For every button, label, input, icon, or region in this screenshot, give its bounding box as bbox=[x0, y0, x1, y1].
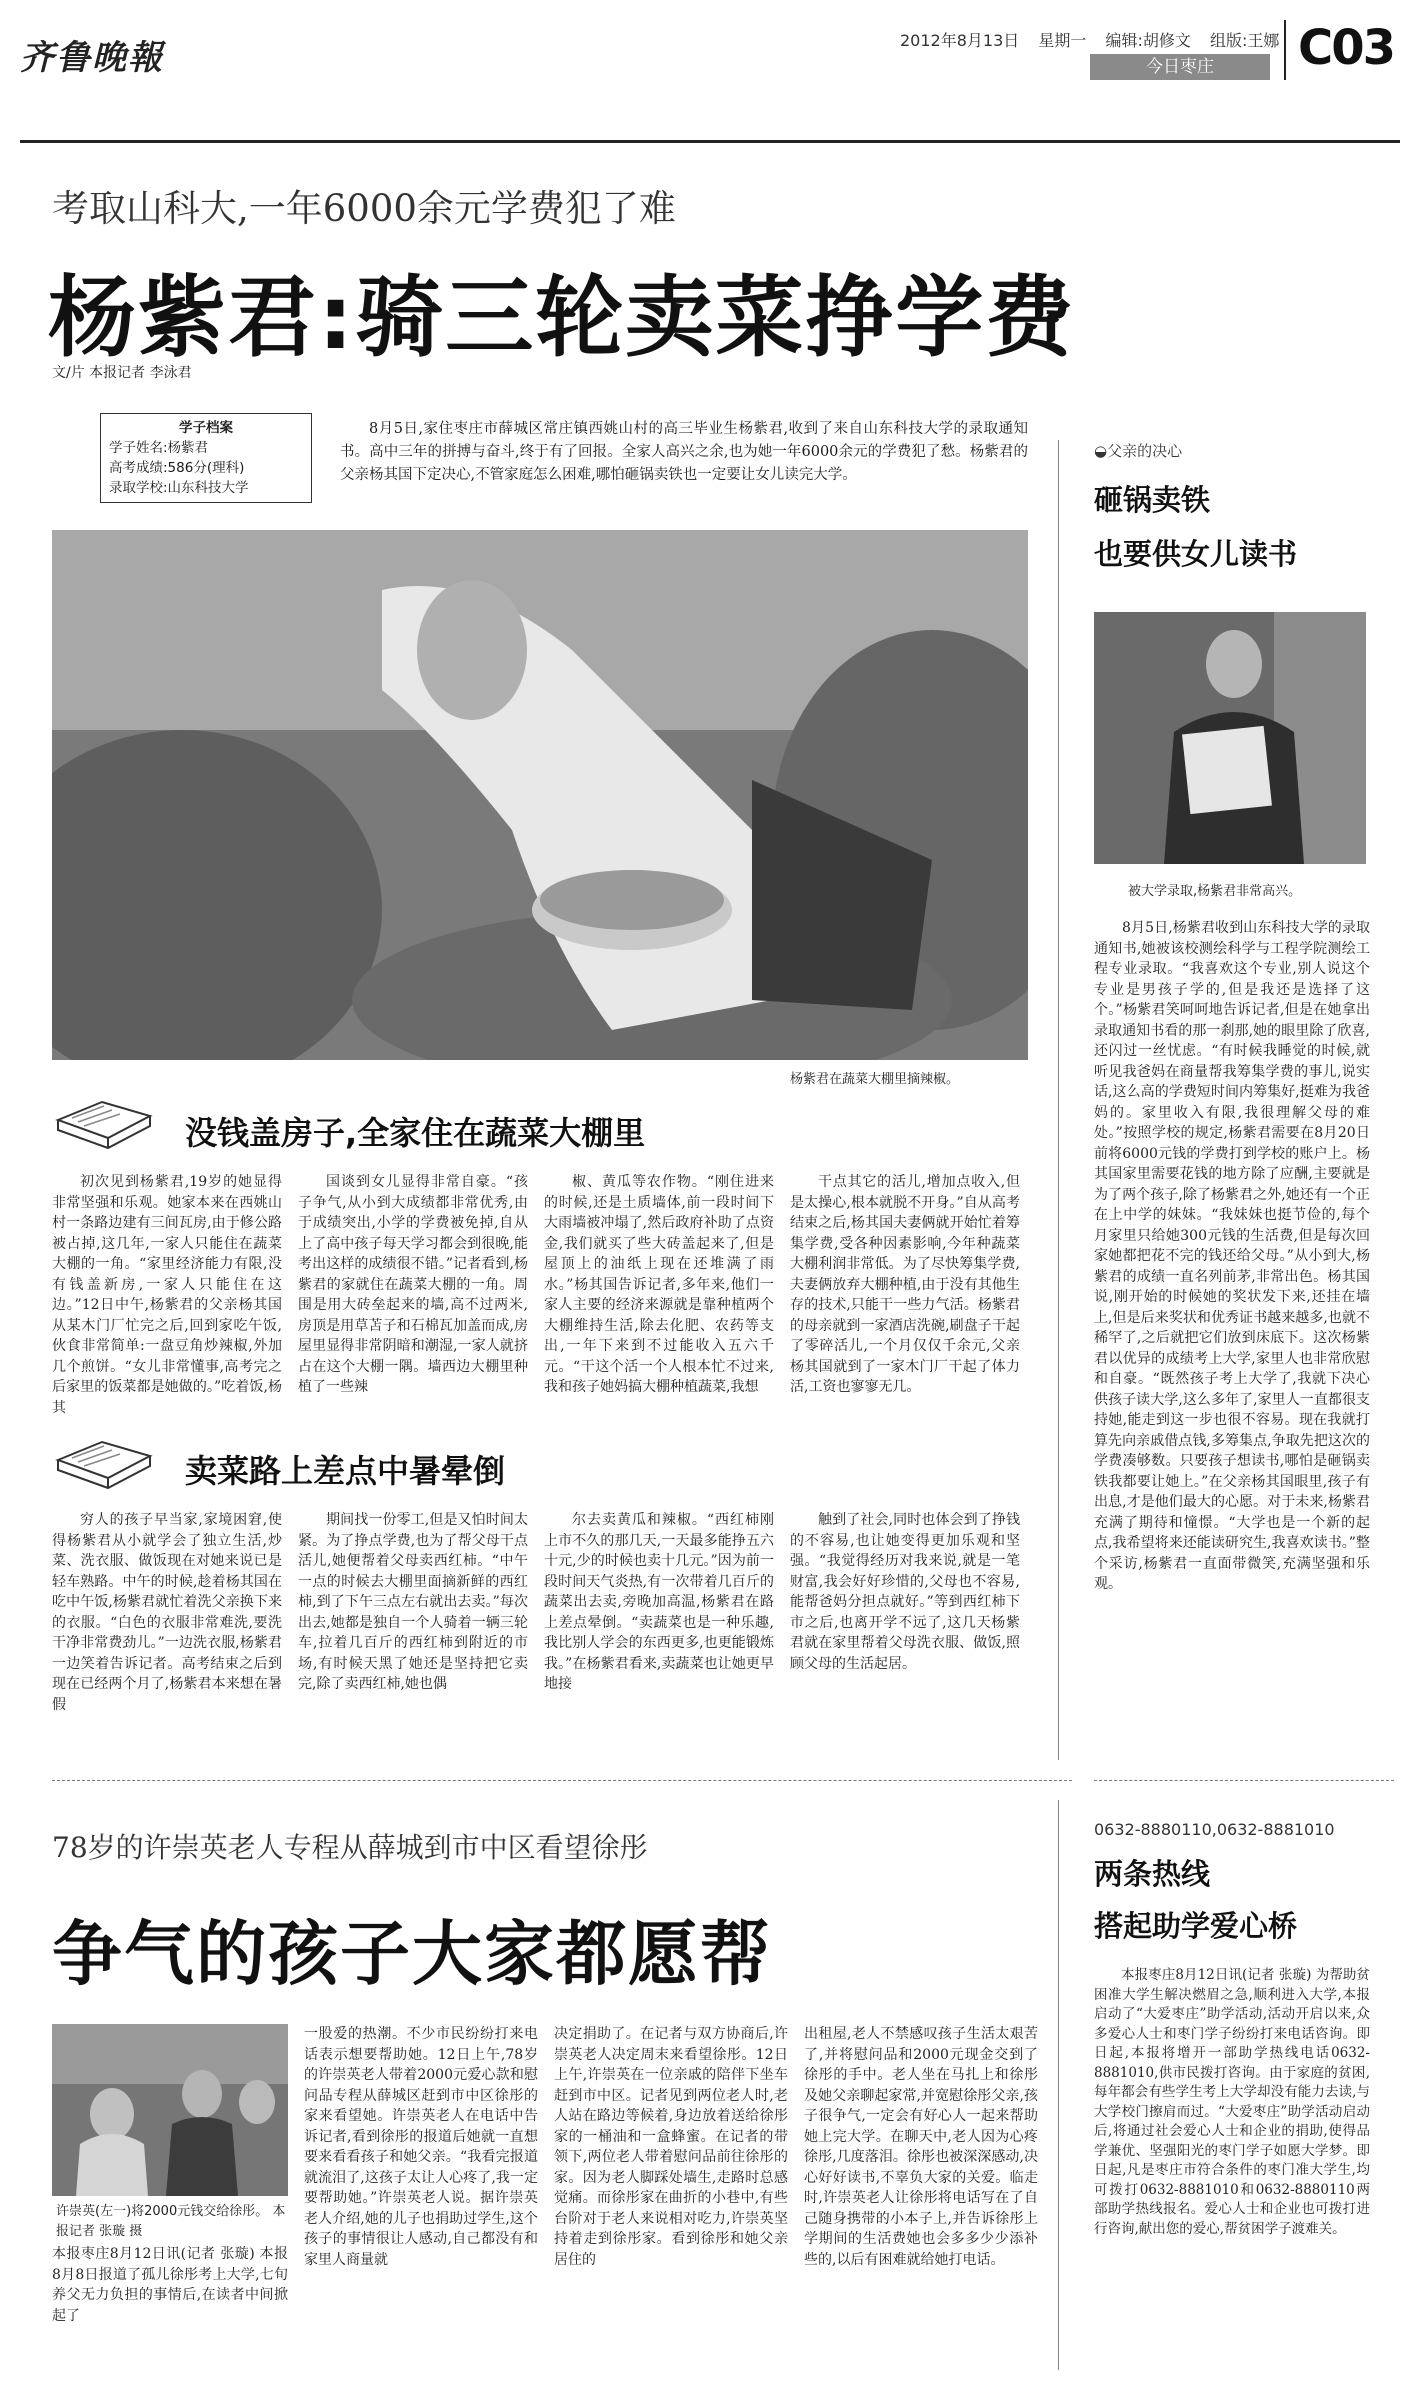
profile-score: 高考成绩:586分(理科) bbox=[109, 460, 245, 476]
issue-weekday: 星期一 bbox=[1038, 31, 1087, 50]
story2-col-2: 一股爱的热潮。不少市民纷纷打来电话表示想要帮助她。12日上午,78岁的许崇英老人带着2000元爱心款和慰问品专程从薛城区赶到市中区徐彤的家来看望她。许崇英老人在电话中告诉记者,看到徐彤的报道后她就一直想要来看看孩子和她父亲。“我看完报道就流泪了,这孩子太让人心疼了,我一定要帮助她。”许崇英老人说。据许崇英老人介绍,她的儿子也捐助过学生,这个孩子的事情很让人感动,自己都没有和家里人商量就 bbox=[304, 2026, 538, 2268]
sidebar-body: 8月5日,杨紫君收到山东科技大学的录取通知书,她被该校测绘科学与工程学院测绘工程专业录取。“我喜欢这个专业,别人说这个专业是男孩子学的,但是我还是选择了这个。”杨紫君笑呵呵地告诉记者,但是在她拿出录取通知书看的那一刹那,她的眼里除了欣喜,还闪过一丝忧虑。“有时候我睡觉的时候,就听见我爸妈在商量帮我筹集学费的事儿,说实话,这么高的学费短时间内筹集好,挺难为我爸妈的。家里收入有限,我很理解父母的难处。”按照学校的规定,杨紫君需要在8月20日前将6000元钱的学费打到学校的账户上。杨其国家里需要花钱的地方除了应酬,主要就是为了两个孩子,除了杨紫君之外,她还有一个正在上中学的妹妹。“我妹妹也挺节俭的,每个月家里只给她300元钱的生活费,但是每次回家她都把花不完的钱还给父母。”从小到大,杨紫君的成绩一直名列前茅,非常出色。杨其国说,刚开始的时候她的奖状发下来,还挂在墙上,但是后来奖状和优秀证书越来越多,也就不稀罕了,之后就把它们放到床底下。这次杨紫君以优异的成绩考上大学,家里人也非常欣慰和自豪。“既然孩子考上大学了,我就下决心供孩子读大学,这么多年了,家里人一直都很支持她,能走到这一步也很不容易。现在我就打算先向亲戚借点钱,多筹集点,争取先把这次的学费凑够数。只要孩子想读书,哪怕是砸锅卖铁我都要让她上。”在父亲杨其国眼里,孩子有出息,才是他们最大的心愿。对于未来,杨紫君充满了期待和憧憬。“大学也是一个新的起点,我希望将来还能读研究生,我喜欢读书。”整个采访,杨紫君一直面带微笑,充满坚强和乐观。 bbox=[1094, 920, 1370, 1592]
sidebar2-title-1: 两条热线 bbox=[1094, 1857, 1211, 1891]
story1-lead: 8月5日,家住枣庄市薛城区常庄镇西姚山村的高三毕业生杨紫君,收到了来自山东科技大学的录取通知书。高中三年的拼搏与奋斗,终于有了回报。全家人高兴之余,也为她一年6000余元的学费犯了愁。杨紫君的父亲杨其国下定决心,不管家庭怎么困难,哪怕砸锅卖铁也一定要让女儿读完大学。 bbox=[340, 421, 1028, 483]
story2-photo bbox=[52, 2024, 288, 2196]
half-circle-icon: ◒ bbox=[1094, 442, 1108, 460]
sidebar-divider bbox=[1058, 440, 1059, 1760]
profile-name: 学子姓名:杨紫君 bbox=[109, 440, 209, 456]
story-divider-side bbox=[1094, 1780, 1394, 1781]
sidebar-kicker bbox=[1094, 440, 1182, 461]
sidebar-title-2: 也要供女儿读书 bbox=[1094, 537, 1298, 571]
sidebar2-divider bbox=[1058, 1800, 1059, 2370]
story1-kicker: 考取山科大,一年6000余元学费犯了难 bbox=[52, 187, 676, 230]
sidebar-title-1: 砸锅卖铁 bbox=[1094, 483, 1211, 517]
issue-info bbox=[900, 28, 1293, 51]
masthead-divider bbox=[1284, 20, 1286, 80]
main-photo bbox=[52, 530, 1028, 1060]
editor-credit: 编辑:胡修文 bbox=[1105, 31, 1191, 50]
masthead-rule bbox=[20, 140, 1400, 143]
sidebar-photo-caption: 被大学录取,杨紫君非常高兴。 bbox=[1128, 884, 1302, 899]
section1-col-4: 干点其它的活儿,增加点收入,但是太操心,根本就脱不开身。”自从高考结束之后,杨其国夫妻俩就开始忙着筹集学费,受各种因素影响,今年种蔬菜大棚利润非常低。为了尽快筹集学费,夫妻俩放弃大棚种植,由于没有其他生存的技术,只能干一些力气活。杨紫君的母亲就到一家酒店洗碗,刷盘子干起了零碎活儿,一个月仅仅千余元,父亲杨其国就到了一家木门厂干起了体力活,工资也寥寥无几。 bbox=[790, 1174, 1020, 1395]
profile-school: 录取学校:山东科技大学 bbox=[109, 480, 249, 496]
section-tab: 今日枣庄 bbox=[1090, 54, 1270, 80]
sidebar2-body: 本报枣庄8月12日讯(记者 张璇) 为帮助贫困准大学生解决燃眉之急,顺利进入大学,本报启动了“大爱枣庄”助学活动,活动开启以来,众多爱心人士和枣门学子纷纷打来电话咨询。即日起,本报将增开一部助学热线电话0632-8881010,供市民拨打咨询。由于家庭的贫困,每年都会有些学生考上大学却没有能力去读,与大学校门擦肩而过。“大爱枣庄”助学活动启动后,将通过社会爱心人士和企业的捐助,使得品学兼优、坚强阳光的枣门学子如愿大学梦。即日起,凡是枣庄市符合条件的枣门准大学生,均可拨打0632-8881010和0632-8880110两部助学热线报名。爱心人士和企业也可拨打进行咨询,献出您的爱心,帮贫困学子渡难关。 bbox=[1094, 1967, 1370, 2237]
issue-date: 2012年8月13日 bbox=[900, 31, 1020, 50]
hotline-numbers: 0632-8880110,0632-8881010 bbox=[1094, 1820, 1335, 1839]
story1-byline: 文/片 本报记者 李泳君 bbox=[52, 365, 192, 381]
profile-title: 学子档案 bbox=[179, 420, 233, 436]
section1-col-3: 椒、黄瓜等农作物。“刚住进来的时候,还是土质墙体,前一段时间下大雨墙被冲塌了,然后政府补助了点资金,我们就买了些大砖盖起来了,但是屋顶上的油纸上现在还堆满了雨水。”杨其国告诉记者,多年来,他们一家人主要的经济来源就是靠种植两个大棚维持生活,除去化肥、农药等支出,一年下来到不过能收入五六千元。“干这个活一个人根本忙不过来,我和孩子她妈搞大棚种植蔬菜,我想 bbox=[544, 1174, 774, 1395]
section1-col-1: 初次见到杨紫君,19岁的她显得非常坚强和乐观。她家本来在西姚山村一条路边建有三间瓦房,由于修公路被占掉,这几年,一家人只能住在蔬菜大棚的一角。“家里经济能力有限,没有钱盖新房,一家人只能住在这边。”12日中午,杨紫君的父亲杨其国从某木门厂忙完之后,回到家吃午饭,伙食非常简单:一盘豆角炒辣椒,外加几个煎饼。“女儿非常懂事,高考完之后家里的饭菜都是她做的。”吃着饭,杨其 bbox=[52, 1174, 282, 1416]
book-icon bbox=[52, 1090, 156, 1154]
section1-title: 没钱盖房子,全家住在蔬菜大棚里 bbox=[185, 1114, 646, 1152]
sidebar-kicker-text: 父亲的决心 bbox=[1107, 442, 1183, 460]
story2-col-3: 决定捐助了。在记者与双方协商后,许崇英老人决定周末来看望徐彤。12日上午,许崇英在一位亲戚的陪伴下坐车赶到市中区。记者见到两位老人时,老人站在路边等候着,身边放着送给徐彤家的一桶油和一盒蜂蜜。在记者的带领下,两位老人带着慰问品前往徐彤的家。因为老人脚踩处墙生,走路时总感觉痛。而徐彤家在曲折的小巷中,有些台阶对于老人来说相对吃力,许崇英坚持着走到徐彤家。看到徐彤和她父亲居住的 bbox=[554, 2026, 788, 2268]
story2-col-1: 本报枣庄8月12日讯(记者 张璇) 本报8月8日报道了孤儿徐彤考上大学,七旬养父无力负担的事情后,在读者中间掀起了 bbox=[52, 2246, 288, 2324]
newspaper-logo: 齐鲁晚報 bbox=[20, 38, 164, 78]
story2-kicker: 78岁的许崇英老人专程从薛城到市中区看望徐彤 bbox=[52, 1831, 648, 1864]
section2-col-4: 触到了社会,同时也体会到了挣钱的不容易,也让她变得更加乐观和坚强。“我觉得经历对我来说,就是一笔财富,我会好好珍惜的,父母也不容易,能帮爸妈分担点就好。”等到西红柿下市之后,也离开学不远了,这几天杨紫君就在家里帮着父母洗衣服、做饭,照顾父母的生活起居。 bbox=[790, 1512, 1020, 1672]
page-number: C03 bbox=[1298, 20, 1395, 76]
book-icon bbox=[52, 1430, 156, 1494]
section2-col-2: 期间找一份零工,但是又怕时间太紧。为了挣点学费,也为了帮父母干点活儿,她便帮着父母卖西红柿。“中午一点的时候去大棚里面摘新鲜的西红柿,到了下午三点左右就出去卖。”每次出去,她都是独自一个人骑着一辆三轮车,拉着几百斤的西红柿到附近的市场,有时候天黑了她还是坚持把它卖完,除了卖西红柿,她也偶 bbox=[298, 1512, 528, 1692]
sidebar2-title-2: 搭起助学爱心桥 bbox=[1094, 1909, 1298, 1943]
main-photo-caption: 杨紫君在蔬菜大棚里摘辣椒。 bbox=[790, 1072, 960, 1087]
story-divider bbox=[52, 1780, 1072, 1781]
story2-col-4: 出租屋,老人不禁感叹孩子生活太艰苦了,并将慰问品和2000元现金交到了徐彤的手中。老人坐在马扎上和徐彤及她父亲聊起家常,并宽慰徐彤父亲,孩子很争气,一定会有好心人一起来帮助她上完大学。在聊天中,老人因为心疼徐彤,几度落泪。徐彤也被深深感动,决心好好读书,不辜负大家的关爱。临走时,许崇英老人让徐彤将电话写在了自己随身携带的小本子上,并告诉徐彤上学期间的生活费她也会多多少少添补些的,以后有困难就给她打电话。 bbox=[804, 2026, 1038, 2268]
sidebar-photo bbox=[1094, 612, 1366, 864]
story2-headline: 争气的孩子大家都愿帮 bbox=[52, 1913, 772, 1995]
section2-title: 卖菜路上差点中暑晕倒 bbox=[185, 1452, 506, 1490]
layout-credit: 组版:王娜 bbox=[1209, 31, 1280, 50]
story1-headline: 杨紫君:骑三轮卖菜挣学费 bbox=[48, 266, 1076, 369]
student-profile-box bbox=[100, 413, 312, 503]
section2-col-3: 尔去卖黄瓜和辣椒。“西红柿刚上市不久的那几天,一天最多能挣五六十元,少的时候也卖十几元。”因为前一段时间天气炎热,有一次带着几百斤的蔬菜出去卖,旁晚加高温,杨紫君在路上差点晕倒。“卖蔬菜也是一种乐趣,我比别人学会的东西更多,也更能锻炼我。”在杨紫君看来,卖蔬菜也让她更早地接 bbox=[544, 1512, 774, 1692]
section2-col-1: 穷人的孩子早当家,家境困窘,使得杨紫君从小就学会了独立生活,炒菜、洗衣服、做饭现在对她来说已是轻车熟路。中午的时候,趁着杨其国在吃中午饭,杨紫君就忙着洗父亲换下来的衣服。“白色的衣服非常难洗,要洗干净非常费劲儿。”一边洗衣服,杨紫君一边笑着告诉记者。高考结束之后到现在已经两个月了,杨紫君本来想在暑假 bbox=[52, 1512, 282, 1713]
section1-col-2: 国谈到女儿显得非常自豪。“孩子争气,从小到大成绩都非常优秀,由于成绩突出,小学的学费被免掉,自从上了高中孩子每天学习都会到很晚,能考出这样的成绩很不错。”记者看到,杨紫君的家就住在蔬菜大棚的一角。周围是用大砖垒起来的墙,高不过两米,房顶是用草苫子和石棉瓦加盖而成,房屋里显得非常阴暗和潮湿,一家人就挤占在这个大棚一隅。墙西边大棚里种植了一些辣 bbox=[298, 1174, 528, 1395]
story2-photo-caption: 许崇英(左一)将2000元钱交给徐彤。 本报记者 张璇 摄 bbox=[56, 2204, 286, 2239]
